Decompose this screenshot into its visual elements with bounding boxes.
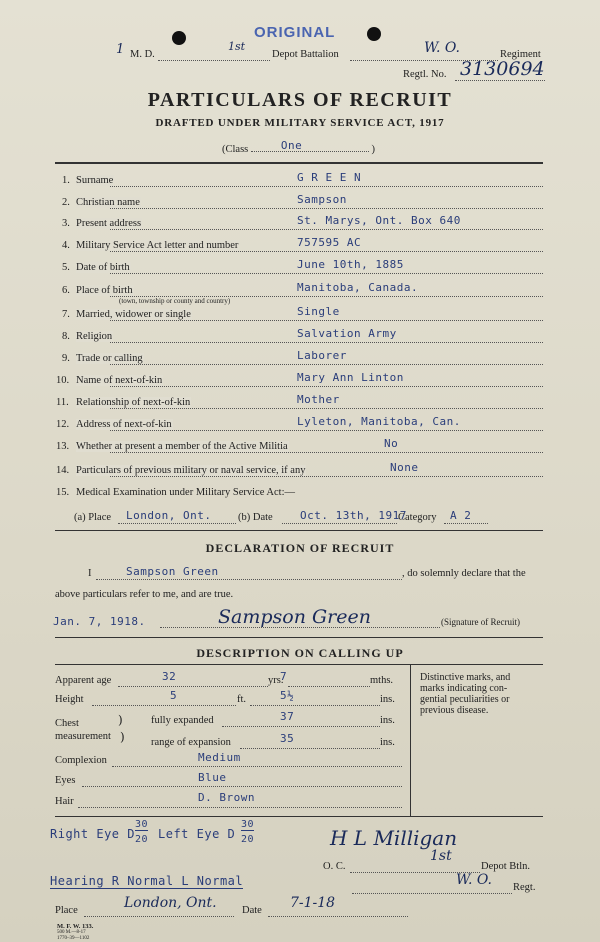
recruit-signature: Sampson Green — [218, 606, 371, 628]
particular-number: 9. — [62, 353, 70, 364]
particular-dotline — [110, 364, 543, 365]
marks-divider — [410, 664, 411, 816]
form-code-2: 500 M.—8-17 — [57, 930, 86, 935]
marks-text-line: previous disease. — [420, 705, 489, 716]
ins-label-height: ins. — [380, 694, 395, 705]
particular-number: 3. — [62, 218, 70, 229]
class-close: ) — [371, 144, 375, 155]
particular-label: Surname — [76, 175, 114, 186]
medical-category-value: A 2 — [450, 509, 472, 522]
declaration-name: Sampson Green — [126, 565, 219, 578]
hearing-line: Hearing R Normal L Normal — [50, 874, 244, 888]
particular-value: 757595 AC — [297, 236, 362, 249]
particular-dotline — [110, 408, 543, 409]
particular-number: 15. — [56, 487, 70, 498]
particular-number: 12. — [56, 419, 70, 430]
medical-place-value: London, Ont. — [126, 509, 212, 522]
height-label: Height — [55, 694, 84, 705]
particular-dotline — [110, 342, 543, 343]
battalion-label: Depot Battalion — [272, 49, 339, 60]
declaration-date: Jan. 7, 1918. — [53, 615, 146, 628]
medical-place-label: (a) Place — [74, 512, 112, 523]
particular-dotline — [110, 320, 543, 321]
form-subtitle: DRAFTED UNDER MILITARY SERVICE ACT, 1917 — [155, 117, 445, 129]
left-eye-num: 30 — [241, 819, 255, 830]
officer-signature: H L Milligan — [330, 826, 458, 850]
yrs-label: yrs. — [268, 675, 284, 686]
particular-label: Place of birth — [76, 285, 133, 296]
officer-battalion: 1st — [430, 848, 452, 864]
declaration-heading: DECLARATION OF RECRUIT — [205, 541, 395, 555]
footer-date-value: 7-1-18 — [290, 895, 336, 911]
particular-dotline — [110, 476, 543, 477]
particular-value: Laborer — [297, 349, 347, 362]
particular-value: Sampson — [297, 193, 347, 206]
particular-number: 14. — [56, 465, 70, 476]
particular-label: Particulars of previous military or naval service, if any — [76, 465, 306, 476]
ins-label-expanded: ins. — [380, 715, 395, 726]
age-label: Apparent age — [55, 675, 112, 686]
medical-category-label: Category — [398, 512, 437, 523]
footer-date-label: Date — [242, 905, 262, 916]
form-code-3: 1770–39—1102 — [57, 936, 90, 941]
particular-dotline — [110, 452, 543, 453]
particular-value: G R E E N — [297, 171, 362, 184]
right-eye-den: 20 — [135, 834, 149, 845]
particular-label: Name of next-of-kin — [76, 375, 163, 386]
hair-value: D. Brown — [198, 791, 255, 804]
declaration-i: I — [88, 568, 92, 579]
particular-value: Lyleton, Manitoba, Can. — [297, 415, 461, 428]
regiment-value: W. O. — [424, 40, 460, 56]
ft-label: ft. — [237, 694, 247, 705]
particular-dotline — [110, 208, 543, 209]
footer-place-label: Place — [55, 905, 78, 916]
left-eye-label: Left Eye D — [158, 827, 236, 841]
particular-label: Religion — [76, 331, 113, 342]
particular-number: 8. — [62, 331, 70, 342]
class-line — [222, 141, 375, 155]
particular-number: 5. — [62, 262, 70, 273]
marks-text-line: Distinctive marks, and — [420, 672, 511, 683]
form-title: PARTICULARS OF RECRUIT — [147, 89, 453, 111]
marks-text-line: marks indicating con- — [420, 683, 508, 694]
btln-label: Depot Btln. — [481, 861, 530, 872]
particular-dotline — [110, 251, 543, 252]
particular-label: Christian name — [76, 197, 140, 208]
particular-dotline — [110, 273, 543, 274]
particular-number: 4. — [62, 240, 70, 251]
particular-number: 11. — [56, 397, 69, 408]
medical-date-label: (b) Date — [238, 512, 273, 523]
age-months: 7 — [280, 670, 288, 683]
height-ft: 5 — [170, 689, 178, 702]
particular-value: Manitoba, Canada. — [297, 281, 419, 294]
particular-label: Relationship of next-of-kin — [76, 397, 191, 408]
left-eye-den: 20 — [241, 834, 255, 845]
hair-label: Hair — [55, 796, 74, 807]
class-open: (Class — [222, 144, 249, 155]
particular-label: Address of next-of-kin — [76, 419, 172, 430]
particular-number: 2. — [62, 197, 70, 208]
complexion-value: Medium — [198, 751, 241, 764]
mths-label: mths. — [370, 675, 394, 686]
expanded-label: fully expanded — [151, 715, 214, 726]
signature-label: (Signature of Recruit) — [441, 617, 520, 627]
particular-label: Whether at present a member of the Active Militia — [76, 441, 288, 452]
description-heading: DESCRIPTION ON CALLING UP — [196, 646, 404, 660]
height-in: 5½ — [280, 689, 295, 702]
complexion-label: Complexion — [55, 755, 107, 766]
class-value: One — [280, 139, 303, 152]
particular-value: Salvation Army — [297, 327, 397, 340]
particular-number: 6. — [62, 285, 70, 296]
md-number: 1 — [116, 42, 125, 57]
particular-dotline — [110, 386, 543, 387]
chest-brace: ) — [118, 713, 123, 727]
particular-value: None — [390, 461, 419, 474]
class-dots — [251, 141, 369, 152]
particular-label: Medical Examination under Military Service Act:— — [76, 487, 295, 498]
marks-text-line: gential peculiarities or — [420, 694, 510, 705]
range-value: 35 — [280, 732, 295, 745]
range-label: range of expansion — [151, 737, 231, 748]
birth-place-note: (town, township or county and country) — [119, 297, 231, 305]
regt-label: Regt. — [513, 882, 536, 893]
ins-label-range: ins. — [380, 737, 395, 748]
particular-value: Mother — [297, 393, 340, 406]
measurement-label: measurement — [55, 731, 111, 742]
regtl-number: 3130694 — [460, 58, 545, 80]
particular-value: St. Marys, Ont. Box 640 — [297, 214, 461, 227]
original-stamp: ORIGINAL — [254, 24, 336, 41]
particular-label: Date of birth — [76, 262, 130, 273]
chest-brace-2: ) — [120, 730, 125, 744]
particular-dotline — [110, 186, 543, 187]
footer-place-value: London, Ont. — [124, 895, 217, 911]
particular-number: 1. — [62, 175, 70, 186]
particular-label: Present address — [76, 218, 142, 229]
declaration-text-1: , do solemnly declare that the — [402, 568, 526, 579]
particular-dotline — [110, 229, 543, 230]
battalion-number: 1st — [228, 40, 246, 53]
md-label: M. D. — [130, 49, 155, 60]
particular-value: Single — [297, 305, 340, 318]
officer-regiment: W. O. — [456, 872, 492, 888]
age-years: 32 — [162, 670, 177, 683]
regtl-label: Regtl. No. — [403, 69, 447, 80]
particular-value: June 10th, 1885 — [297, 258, 404, 271]
particular-label: Military Service Act letter and number — [76, 240, 239, 251]
regiment-label: Regiment — [500, 49, 541, 60]
eyes-label: Eyes — [55, 775, 76, 786]
punch-hole-right — [367, 27, 381, 41]
punch-hole-left — [172, 31, 186, 45]
oc-label: O. C. — [323, 861, 346, 872]
particular-dotline — [110, 430, 543, 431]
medical-date-value: Oct. 13th, 1917 — [300, 509, 407, 522]
chest-label: Chest — [55, 718, 79, 729]
form-code: M. F. W. 133. — [57, 923, 94, 930]
particular-number: 13. — [56, 441, 70, 452]
expanded-value: 37 — [280, 710, 295, 723]
particular-number: 7. — [62, 309, 70, 320]
particular-label: Married, widower or single — [76, 309, 191, 320]
particular-value: Mary Ann Linton — [297, 371, 404, 384]
eyes-value: Blue — [198, 771, 227, 784]
right-eye-num: 30 — [135, 819, 149, 830]
particular-label: Trade or calling — [76, 353, 143, 364]
right-eye-label: Right Eye D — [50, 827, 135, 841]
particular-number: 10. — [56, 375, 70, 386]
particular-value: No — [384, 437, 399, 450]
declaration-text-2: above particulars refer to me, and are true. — [55, 589, 234, 600]
